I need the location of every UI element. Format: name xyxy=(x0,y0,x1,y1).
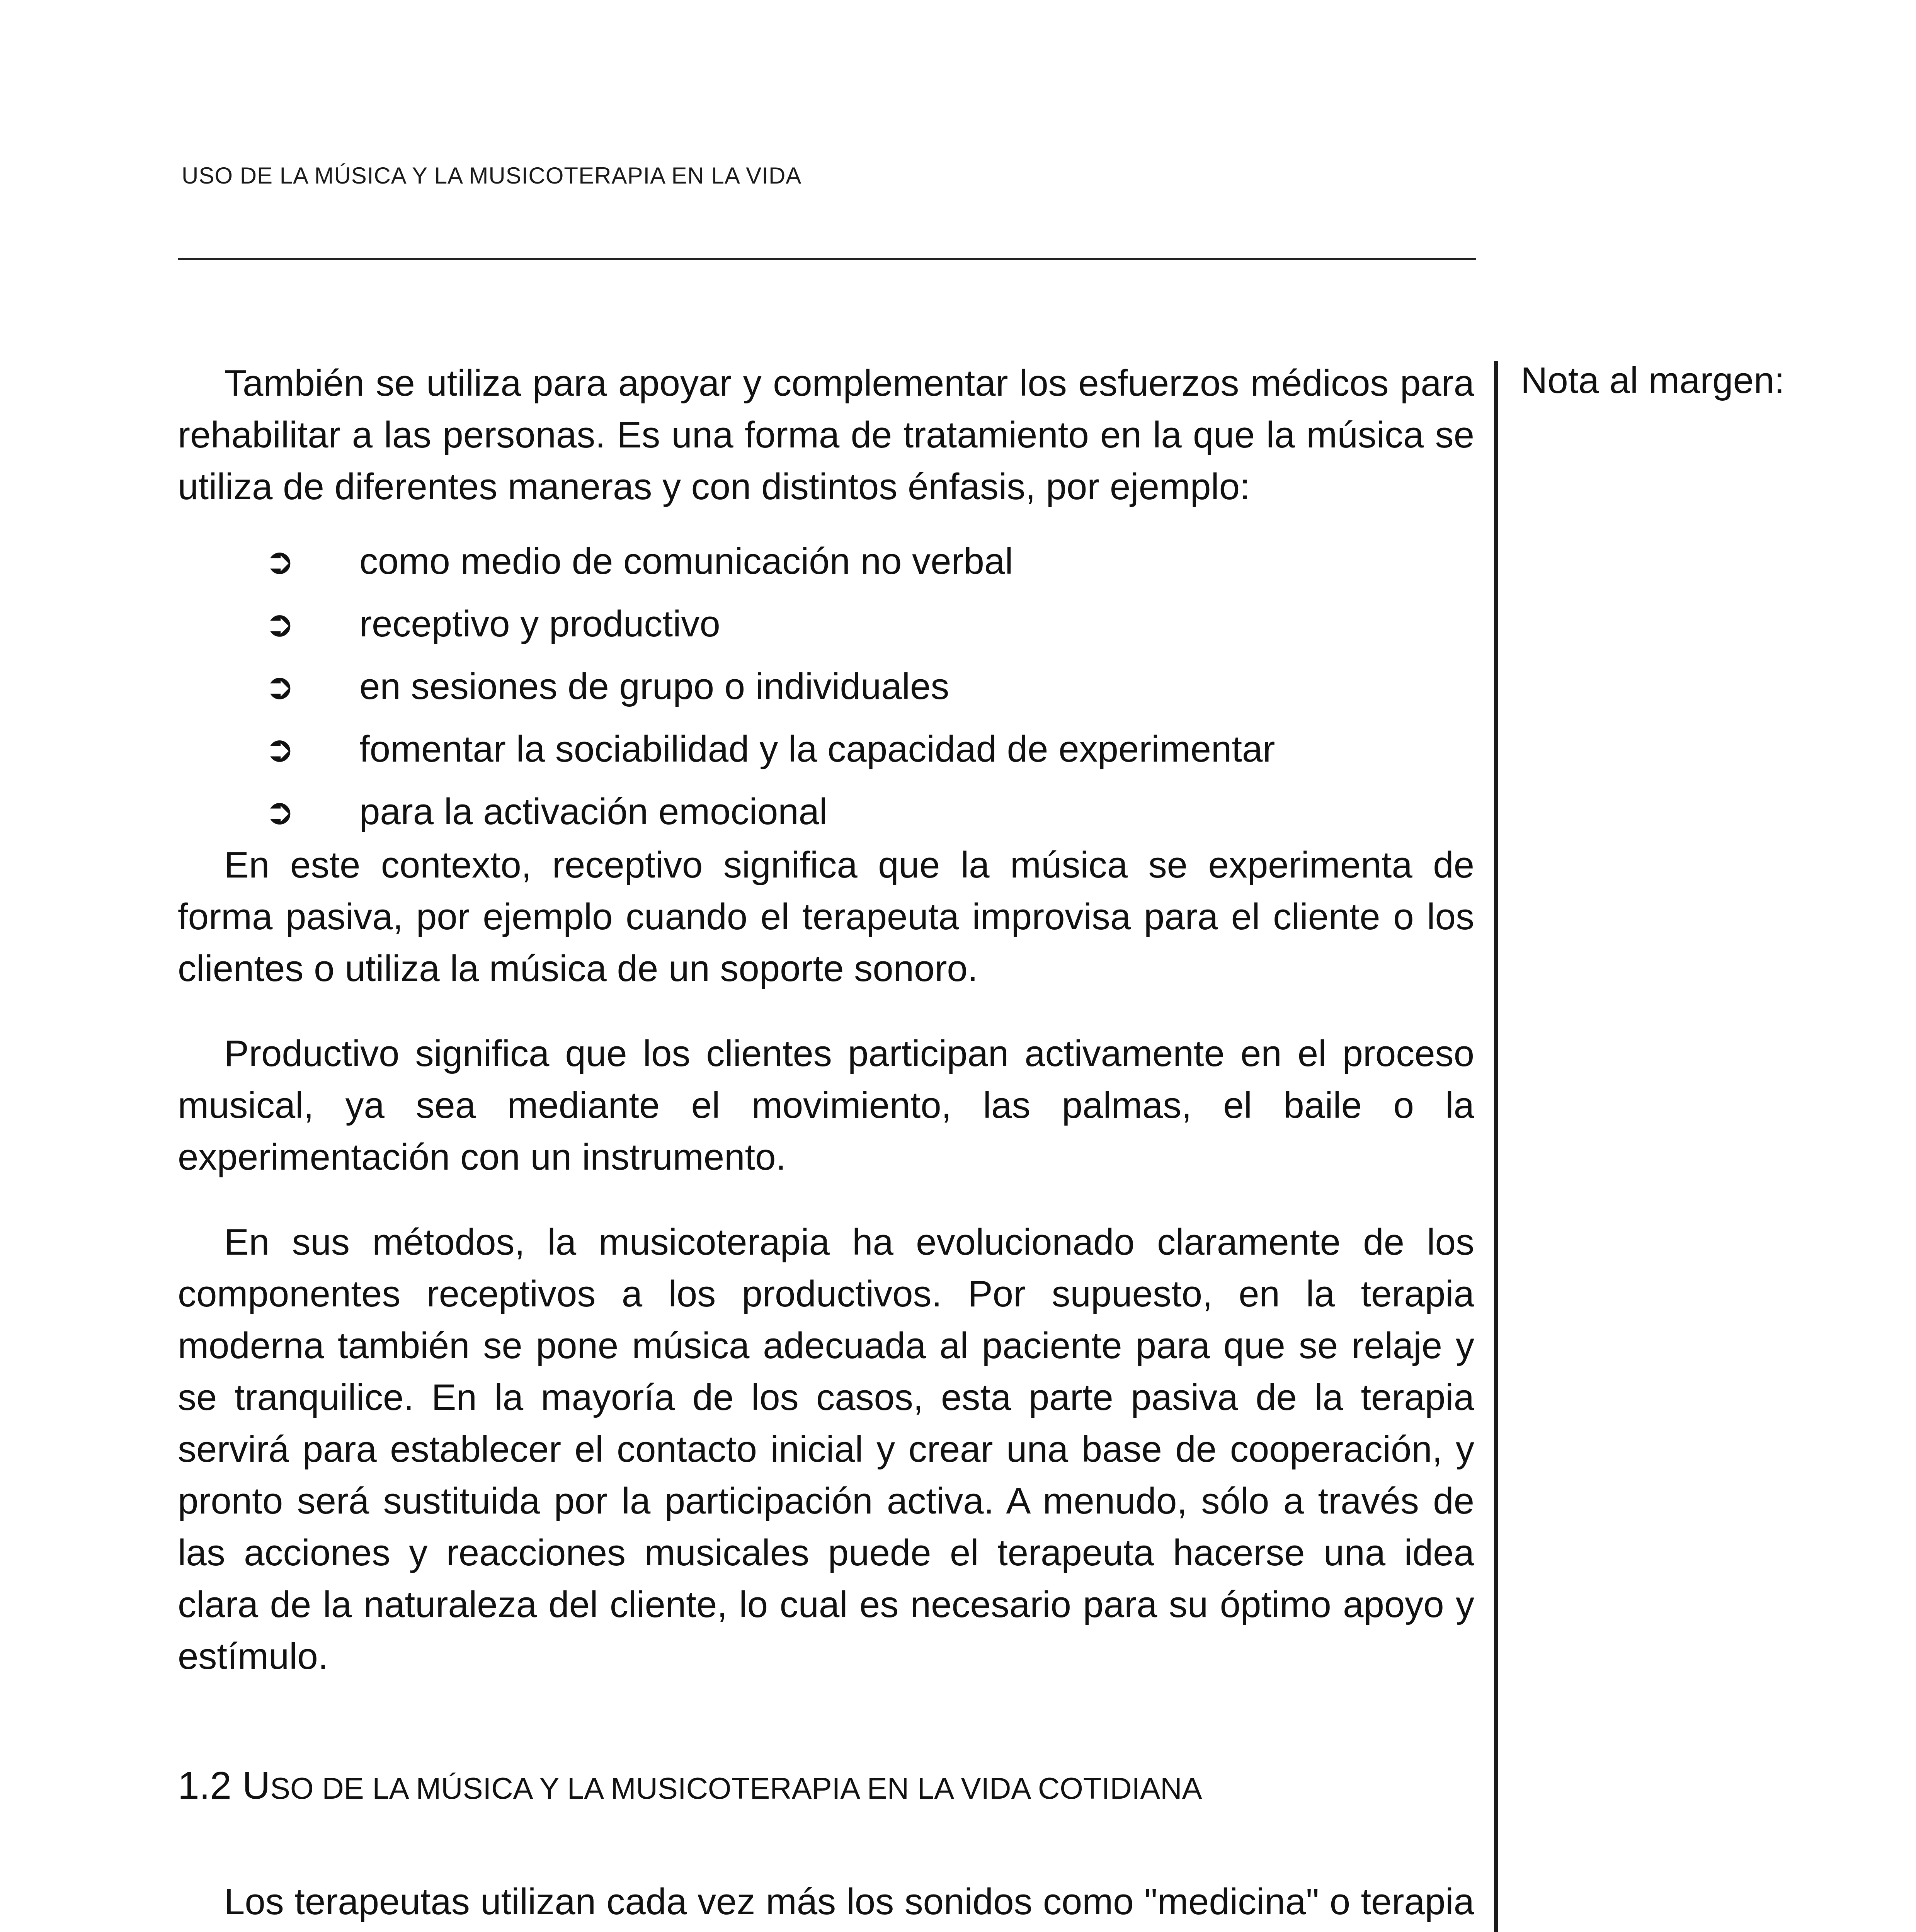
paragraph-receptive: En este contexto, receptivo significa que la música se experimenta de forma pasiva, por ejemplo cuando el terapeuta improvisa para el cliente o los clientes o utiliza la música de un soporte sonoro. xyxy=(178,844,1474,989)
list-item-text: como medio de comunicación no verbal xyxy=(359,541,1013,582)
list-item xyxy=(178,593,1474,655)
section-title-rest: SO DE LA MÚSICA Y LA MUSICOTERAPIA EN LA VIDA COTIDIANA xyxy=(270,1771,1202,1805)
bullet-list xyxy=(178,530,1474,843)
list-item-text: en sesiones de grupo o individuales xyxy=(359,666,949,707)
section-heading xyxy=(178,1760,1474,1814)
margin-divider xyxy=(1494,361,1498,1932)
arrow-right-icon: ➲ xyxy=(265,603,295,645)
margin-note-label: Nota al margen: xyxy=(1521,360,1785,401)
list-item xyxy=(178,655,1474,718)
arrow-right-icon: ➲ xyxy=(265,791,295,832)
running-header: USO DE LA MÚSICA Y LA MUSICOTERAPIA EN LA VIDA xyxy=(182,163,802,189)
list-item xyxy=(178,781,1474,843)
section-title-initial: U xyxy=(242,1764,271,1807)
list-item-text: fomentar la sociabilidad y la capacidad de experimentar xyxy=(359,728,1275,770)
body-paragraphs xyxy=(178,839,1474,1682)
list-item-text: receptivo y productivo xyxy=(359,603,720,645)
paragraph-sounds-medicine: Los terapeutas utilizan cada vez más los sonidos como "medicina" o terapia xyxy=(224,1881,1474,1922)
section-number: 1.2 xyxy=(178,1764,232,1807)
header-divider xyxy=(178,258,1476,260)
arrow-right-icon: ➲ xyxy=(265,541,295,582)
main-content xyxy=(178,357,1474,1932)
paragraph-productive: Productivo significa que los clientes participan activamente en el proceso musical, ya sea mediante el movimiento, las palmas, el baile o la experimentación con un instrumento. xyxy=(178,1033,1474,1178)
list-item-text: para la activación emocional xyxy=(359,791,828,832)
list-item xyxy=(178,718,1474,781)
arrow-right-icon: ➲ xyxy=(265,728,295,770)
list-item xyxy=(178,530,1474,593)
arrow-right-icon: ➲ xyxy=(265,666,295,707)
paragraph-methods: En sus métodos, la musicoterapia ha evolucionado claramente de los componentes receptivos a los productivos. Por supuesto, en la terapia moderna también se pone música adecuada al paciente para que se relaje y se tranquilice. En la mayoría de los casos, esta parte pasiva de la terapia servirá para establecer el contacto inicial y crear una base de cooperación, y pronto será sustituida por la participación activa. A menudo, sólo a través de las acciones y reacciones musicales puede el terapeuta hacerse una idea clara de la naturaleza del cliente, lo cual es necesario para su óptimo apoyo y estímulo. xyxy=(178,1221,1474,1677)
intro-paragraph: También se utiliza para apoyar y complementar los esfuerzos médicos para rehabilitar a las personas. Es una forma de tratamiento en la que la música se utiliza de diferentes maneras y con distintos énfasis, por ejemplo: xyxy=(178,362,1474,507)
